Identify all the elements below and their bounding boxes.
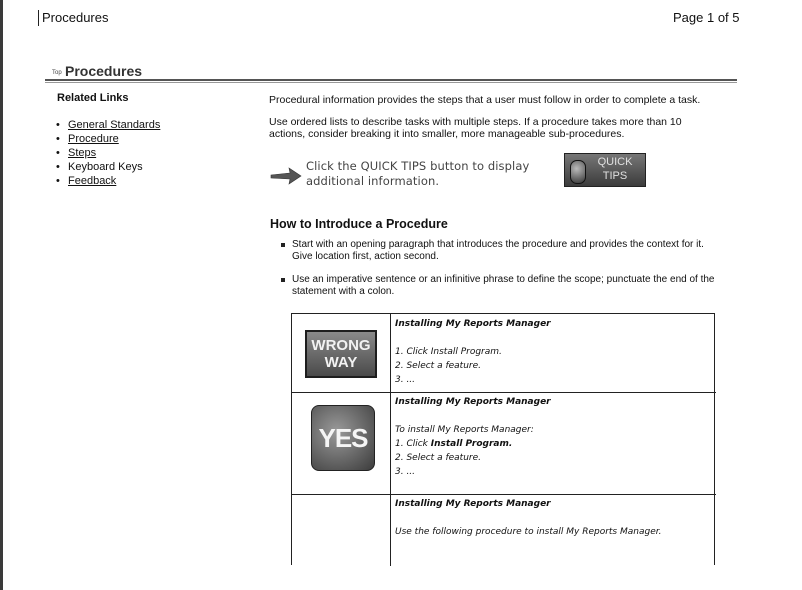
header-rule xyxy=(45,79,737,81)
examples-table xyxy=(291,313,715,565)
intro-paragraph: Procedural information provides the steps that a user must follow in order to complete a task. xyxy=(269,94,701,106)
window-left-edge xyxy=(0,0,3,590)
related-link-item xyxy=(68,174,160,188)
example-step: 3. ... xyxy=(395,467,416,477)
correct-example-cell xyxy=(395,395,713,479)
procedure-guidelines-list xyxy=(292,239,717,309)
example-step: 2. Select a feature. xyxy=(395,453,482,463)
table-column-divider xyxy=(390,314,391,566)
page-indicator: Page 1 of 5 xyxy=(673,10,740,25)
wrong-example-cell xyxy=(395,317,713,387)
example-step: 2. Select a feature. xyxy=(395,361,482,371)
quick-tips-button[interactable] xyxy=(564,153,646,187)
top-link[interactable]: Top xyxy=(52,70,62,76)
arrow-right-icon xyxy=(270,166,302,186)
quick-tips-instruction: Click the QUICK TIPS button to display additional information. xyxy=(306,159,530,188)
example-step: 3. ... xyxy=(395,375,416,385)
related-link-item xyxy=(68,118,160,132)
wrong-way-badge: WRONG WAY xyxy=(305,330,377,378)
example-title: Installing My Reports Manager xyxy=(395,319,551,329)
third-example-cell xyxy=(395,497,713,539)
keyboard-keys-text: Keyboard Keys xyxy=(68,161,143,173)
example-step: 1. Click Install Program. xyxy=(395,439,513,449)
section-title: Procedures xyxy=(65,63,143,79)
example-step: 1. Click Install Program. xyxy=(395,347,502,357)
example-intro: Use the following procedure to install My Reports Manager. xyxy=(395,527,662,537)
guideline-item: Start with an opening paragraph that introduces the procedure and provides the context for it. Give location first, action second. xyxy=(292,239,717,263)
example-title: Installing My Reports Manager xyxy=(395,397,551,407)
link-general-standards[interactable]: General Standards xyxy=(68,119,161,131)
guideline-item: Use an imperative sentence or an infinitive phrase to define the scope; punctuate the end of the statement with a colon. xyxy=(292,274,717,298)
mouse-icon xyxy=(570,160,586,184)
related-links-list xyxy=(68,118,160,188)
document-title: Procedures xyxy=(38,10,108,26)
header-rule-secondary xyxy=(45,82,737,83)
example-title: Installing My Reports Manager xyxy=(395,499,551,509)
table-row-divider xyxy=(292,494,716,495)
ordered-lists-paragraph: Use ordered lists to describe tasks with multiple steps. If a procedure takes more than 10 actions, consider breaking it into smaller, more manageable sub-procedures. xyxy=(269,116,682,140)
related-links-title: Related Links xyxy=(57,92,129,104)
yes-badge: YES xyxy=(311,405,375,471)
link-steps[interactable]: Steps xyxy=(68,147,97,159)
example-intro: To install My Reports Manager: xyxy=(395,425,534,435)
related-link-item xyxy=(68,160,160,174)
link-procedure[interactable]: Procedure xyxy=(68,133,119,145)
related-link-item xyxy=(68,146,160,160)
related-link-item xyxy=(68,132,160,146)
link-feedback[interactable]: Feedback xyxy=(68,175,117,187)
procedure-heading: How to Introduce a Procedure xyxy=(270,217,448,231)
quick-tips-label: QUICK TIPS xyxy=(597,156,633,182)
table-row-divider xyxy=(292,392,716,393)
